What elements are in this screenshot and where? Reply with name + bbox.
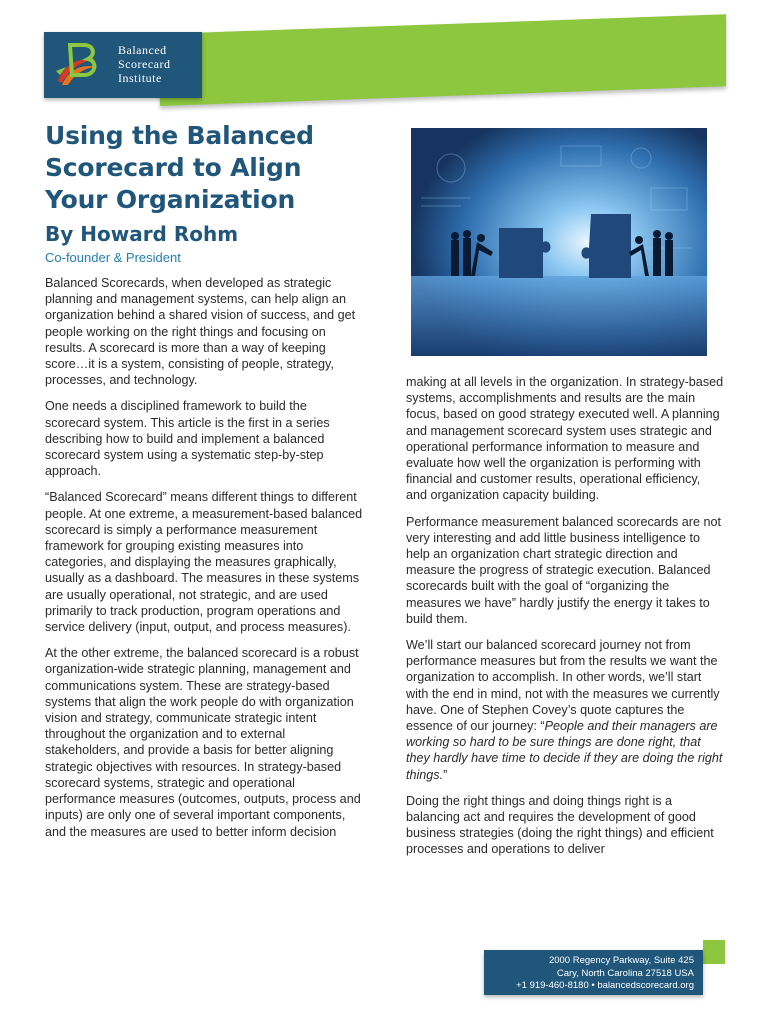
paragraph: Balanced Scorecards, when developed as strategic planning and management systems, can help align an organization behind a shared vision of success, and get people working on the right things and focusing on results. A scorecard is more than a way of keeping score…it is a system, consisting of people, strategy, processes, and technology.: [45, 276, 356, 388]
logo-text-line3: Institute: [118, 71, 162, 85]
address-footer: [484, 950, 703, 995]
contact-line[interactable]: +1 919-460-8180 • balancedscorecard.org: [516, 980, 694, 991]
author-role: Co-founder & President: [45, 250, 181, 265]
footer-green-tab: [703, 940, 725, 964]
logo-text-line2: Scorecard: [118, 57, 171, 71]
article-column-1: [45, 275, 363, 850]
puzzle-teamwork-photo: [411, 128, 707, 356]
paragraph: At the other extreme, the balanced scorecard is a robust organization-wide strategic planning, management and communications system. These are strategy-based systems that align the work people do with organization vision and strategy, communicate strategic intent throughout the organization and to external stakeholders, and provide a basis for better aligning strategic objectives with resources. In strategy-based scorecard systems, strategic and operational performance measures (outcomes, outputs, process and inputs) are only one of several important components, and the measures are used to better inform decision: [45, 646, 361, 839]
balanced-scorecard-institute-logo: [44, 32, 202, 98]
author-byline: By Howard Rohm: [45, 222, 239, 246]
city-line: Cary, North Carolina 27518 USA: [556, 967, 694, 979]
address-line: 2000 Regency Parkway, Suite 425: [548, 955, 694, 966]
paragraph: Doing the right things and doing things right is a balancing act and requires the development of good business strategies (doing the right things) and efficient processes and operations to deliver: [406, 793, 714, 857]
article-title: Using the Balanced Scorecard to Align Your Organization: [45, 121, 314, 214]
header-green-band: [160, 14, 726, 106]
paragraph: making at all levels in the organization. In strategy-based systems, accomplishments and results are the main focus, based on good strategy executed well. A planning and management scorecard system uses strategic and operational performance information to measure and evaluate how well the organization is performing with financial and customer results, operational efficiency, and organization capacity building.: [406, 375, 724, 503]
paragraph: One needs a disciplined framework to build the scorecard system. This article is the first in a series describing how to build and implement a balanced scorecard system using a systematic step-by-step approach.: [45, 399, 330, 479]
paragraph: “Balanced Scorecard” means different things to different people. At one extreme, a measurement-based balanced scorecard is simply a performance measurement framework for grouping existing measures into categories, and displaying the measures graphically, usually as a dashboard. The measures in these systems are usually operational, not strategic, and are used primarily to track production, program operations and service delivery (input, output, and process measures).: [45, 490, 363, 635]
quote-lead-in: We’ll start our balanced scorecard journey not from performance measures but from the results we want the organization to accomplish. In other words, we’ll start with the end in mind, not with the measures we currently have. One of Stephen Covey’s quote captures the essence of our journey: “: [406, 638, 720, 734]
article-column-2: [406, 374, 724, 868]
quote-close: ”: [443, 767, 448, 782]
logo-b-mark-icon: [54, 41, 104, 89]
paragraph: Performance measurement balanced scorecards are not very interesting and add little business intelligence to help an organization chart strategic direction and measure the progress of strategic execution. Balanced scorecards built with the goal of “organizing the measures we have” hardly justify the energy it takes to build them.: [406, 514, 722, 626]
logo-text-line1: Balanced: [118, 43, 167, 57]
paragraph-with-quote: [406, 637, 724, 783]
covey-quote: People and their managers are working so hard to be sure things are done right, that they hardly have time to decide if they are doing the right things.: [406, 719, 723, 782]
